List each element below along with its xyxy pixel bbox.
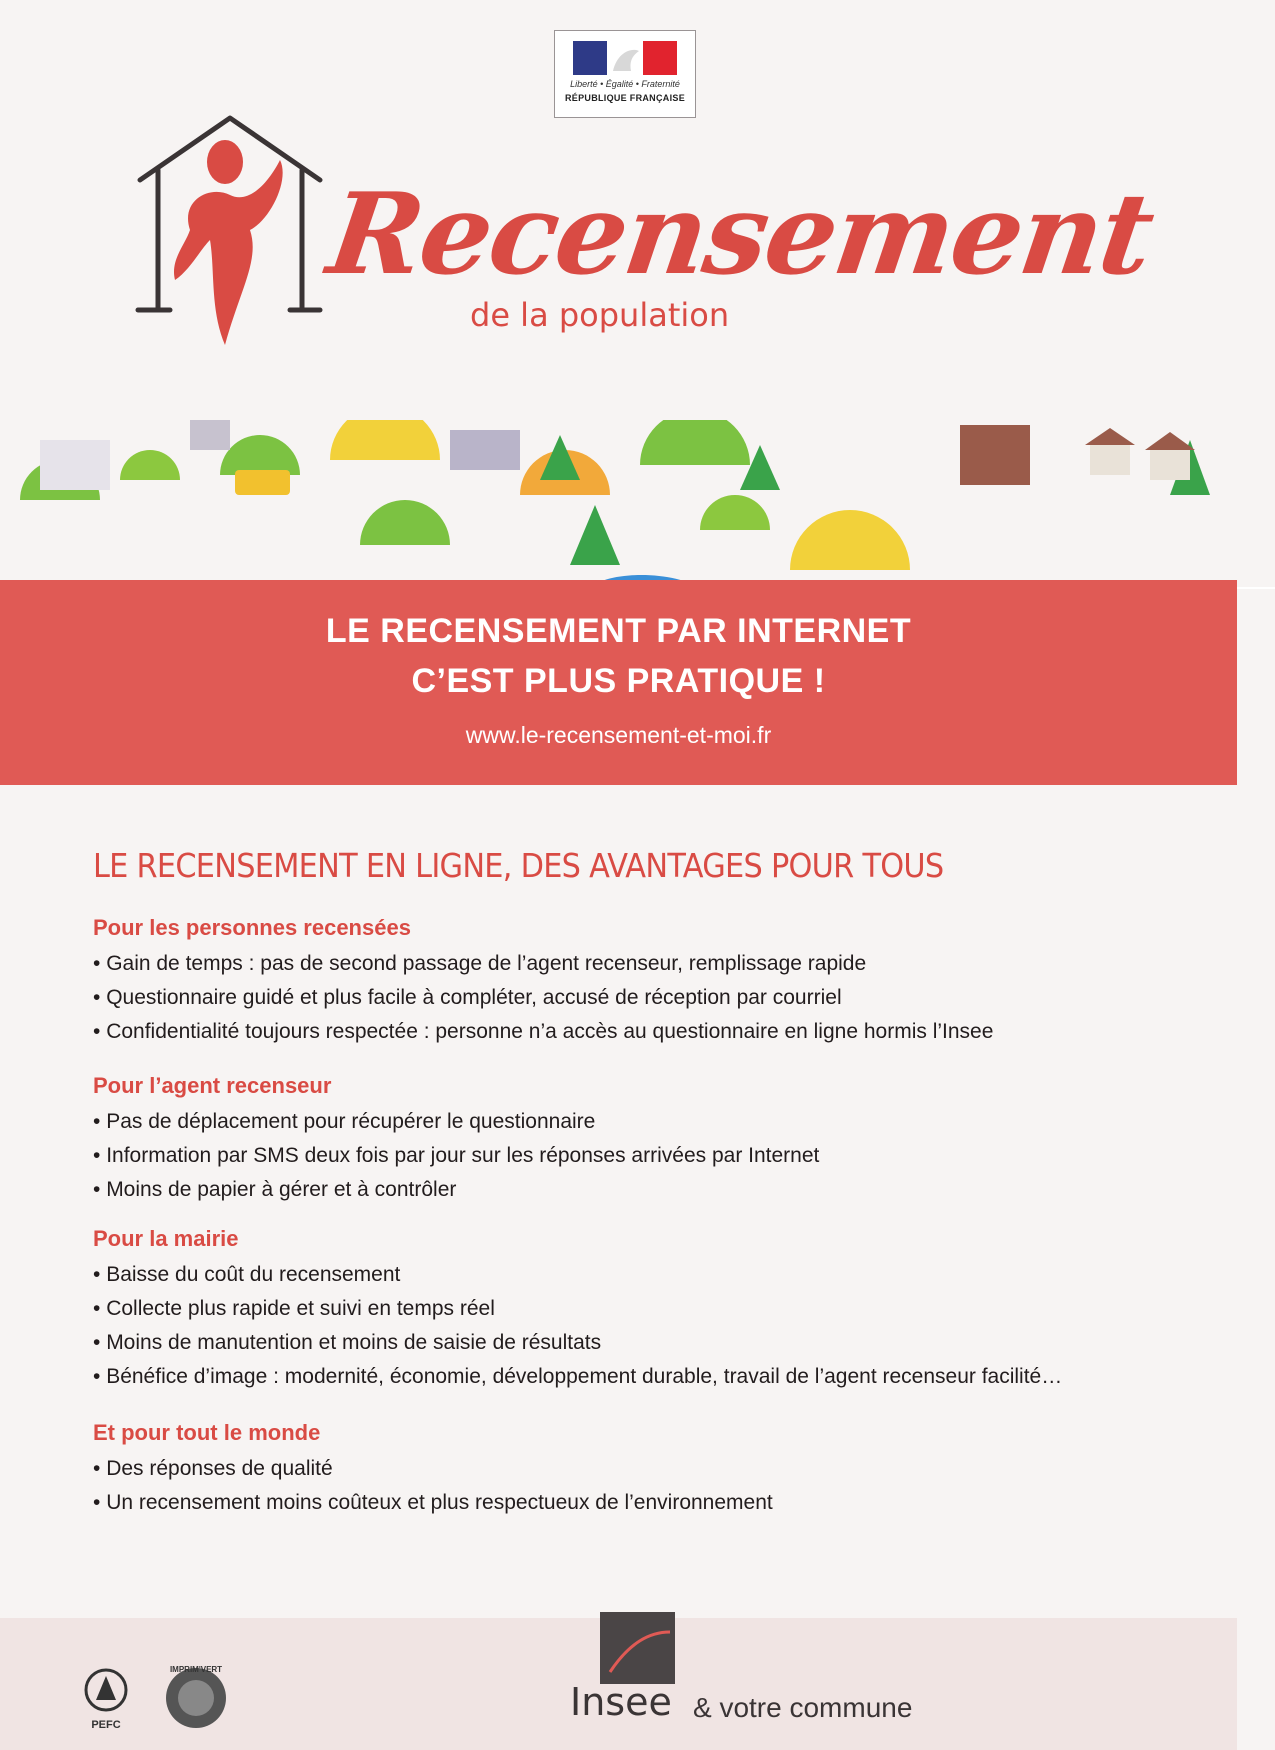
list-item: • Baisse du coût du recensement: [93, 1258, 1213, 1292]
group-personnes-recensees: [93, 915, 1213, 1049]
marianne-flag-icon: [573, 41, 677, 75]
republic-name: RÉPUBLIQUE FRANÇAISE: [564, 93, 685, 103]
list-item: • Moins de papier à gérer et à contrôler: [93, 1173, 1213, 1207]
header-title: Recensement: [320, 169, 1160, 300]
list-item: • Information par SMS deux fois par jour sur les réponses arrivées par Internet: [93, 1139, 1213, 1173]
section-title: LE RECENSEMENT EN LIGNE, DES AVANTAGES POUR TOUS: [93, 846, 944, 885]
group-tout-le-monde: [93, 1420, 1213, 1520]
list-item: • Moins de manutention et moins de saisie de résultats: [93, 1326, 1213, 1360]
republic-motto: Liberté • Égalité • Fraternité: [570, 79, 680, 89]
banner-headline-line1: LE RECENSEMENT PAR INTERNET: [325, 612, 912, 650]
header-subtitle: de la population: [470, 296, 730, 334]
republique-francaise-logo: [554, 30, 696, 118]
pefc-label: PEFC: [91, 1719, 121, 1731]
pefc-logo: [78, 1666, 134, 1736]
imprim-label: IMPRIM'VERT: [169, 1665, 223, 1674]
banner-website-link[interactable]: www.le-recensement-et-moi.fr: [465, 722, 772, 748]
list-item: • Des réponses de qualité: [93, 1452, 1213, 1486]
list-item: • Questionnaire guidé et plus facile à compléter, accusé de réception par courriel: [93, 981, 1213, 1015]
list-item: • Un recensement moins coûteux et plus respectueux de l’environnement: [93, 1486, 1213, 1520]
list-item: • Pas de déplacement pour récupérer le questionnaire: [93, 1105, 1213, 1139]
insee-brand: Insee: [570, 1680, 672, 1724]
group-mairie: [93, 1226, 1213, 1394]
list-item: • Confidentialité toujours respectée : personne n’a accès au questionnaire en ligne hormis l’Insee: [93, 1015, 1213, 1049]
group-title: Et pour tout le monde: [93, 1420, 321, 1445]
group-agent-recenseur: [93, 1073, 1213, 1207]
group-title: Pour la mairie: [93, 1226, 239, 1251]
footer-tagline: & votre commune: [693, 1692, 913, 1723]
banner-headline-line2: C’EST PLUS PRATIQUE !: [411, 662, 826, 700]
imprim-vert-logo: [160, 1662, 232, 1734]
house-figure-icon: [130, 110, 330, 350]
insee-logo-mark: [600, 1612, 675, 1684]
list-item: • Collecte plus rapide et suivi en temps réel: [93, 1292, 1213, 1326]
group-title: Pour les personnes recensées: [93, 915, 411, 940]
list-item: • Bénéfice d’image : modernité, économie, développement durable, travail de l’agent recenseur facilité…: [93, 1360, 1213, 1394]
list-item: • Gain de temps : pas de second passage de l’agent recenseur, remplissage rapide: [93, 947, 1213, 981]
village-landscape-illustration: [0, 420, 1275, 590]
group-title: Pour l’agent recenseur: [93, 1073, 332, 1098]
